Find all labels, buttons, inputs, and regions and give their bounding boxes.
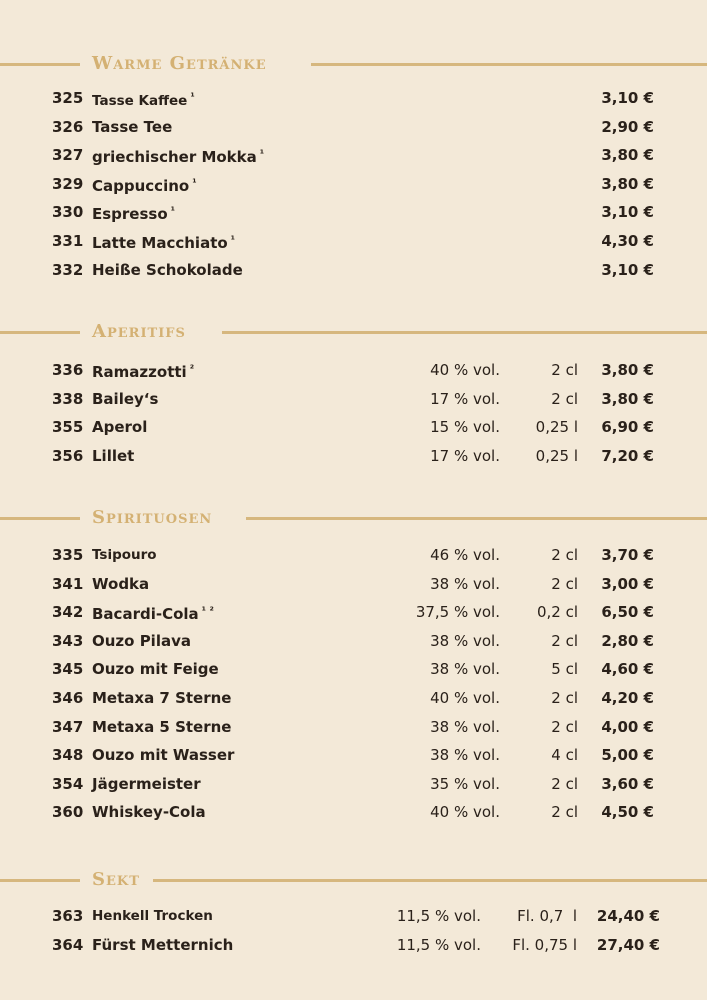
item-quantity: 2 cl [551,774,578,793]
item-name-text: Jägermeister [92,774,201,793]
item-name-text: Bailey‘s [92,389,159,408]
item-price: 2,80 € [601,631,654,650]
item-list [0,356,707,470]
menu-item [0,141,707,170]
item-name-text: Ramazzotti [92,363,187,381]
footnote-marker: ¹ ² [201,606,214,618]
item-quantity: 5 cl [551,660,578,679]
item-name [92,902,213,930]
item-price: 3,10 € [601,260,654,279]
item-alcohol: 35 % vol. [430,774,500,793]
item-price: 3,80 € [601,361,654,379]
menu-item [0,713,707,742]
item-quantity: Fl. 0,75 l [512,935,577,954]
item-list [0,902,707,959]
item-price: 3,60 € [601,774,654,793]
item-price: 3,80 € [601,146,654,165]
item-alcohol: 40 % vol. [430,688,500,707]
item-quantity: 0,25 l [535,418,578,437]
item-name-text: Heiße Schokolade [92,260,243,279]
item-number: 347 [52,717,84,736]
menu-item [0,598,707,627]
item-name-text: griechischer Mokka [92,148,257,167]
item-number: 354 [52,774,84,793]
divider-line [311,63,707,66]
menu-item [0,256,707,285]
item-quantity: Fl. 0,7 l [517,907,577,925]
section-title: Spirituosen [92,507,213,528]
divider-line [0,63,80,66]
item-price: 3,10 € [601,203,654,222]
item-alcohol: 17 % vol. [430,446,500,465]
item-number: 364 [52,935,84,954]
item-name-text: Henkell Trocken [92,908,213,924]
item-number: 338 [52,389,84,408]
item-alcohol: 11,5 % vol. [396,907,481,925]
item-name [92,684,231,712]
item-quantity: 0,2 cl [536,603,578,622]
item-price: 27,40 € [596,935,660,954]
item-name [92,655,219,683]
menu-item [0,385,707,414]
section-title: Warme Getränke [92,53,267,74]
item-name-text: Ouzo mit Wasser [92,746,235,765]
item-number: 331 [52,231,84,250]
menu-item [0,655,707,684]
menu-item [0,170,707,199]
item-quantity: 2 cl [551,631,578,650]
item-list [0,84,707,284]
item-alcohol: 38 % vol. [430,660,500,679]
item-alcohol: 37,5 % vol. [415,603,500,622]
item-quantity: 4 cl [551,746,578,765]
item-number: 363 [52,907,84,925]
item-name-text: Espresso [92,205,168,224]
item-name-text: Bacardi-Cola [92,605,199,624]
item-list [0,541,707,827]
item-quantity: 2 cl [551,803,578,822]
item-number: 326 [52,117,84,136]
item-alcohol: 38 % vol. [430,746,500,765]
item-price: 3,80 € [601,389,654,408]
footnote-marker: ¹ [230,234,236,246]
menu-item [0,413,707,442]
item-name-text: Metaxa 7 Sterne [92,688,232,707]
item-price: 3,70 € [601,546,654,564]
item-quantity: 2 cl [551,688,578,707]
item-price: 2,90 € [601,117,654,136]
item-name-text: Ouzo Pilava [92,631,191,650]
item-number: 342 [52,603,84,622]
item-name [92,413,147,441]
section-aperitifs [0,321,707,465]
menu-item [0,902,707,931]
item-name [92,931,233,959]
section-header [0,322,707,342]
item-name [92,541,157,569]
item-alcohol: 11,5 % vol. [396,935,481,954]
menu-item [0,442,707,471]
item-name [92,627,191,655]
item-name-text: Tasse Kaffee [92,93,188,109]
item-price: 24,40 € [596,907,660,925]
item-name [92,770,201,798]
item-quantity: 2 cl [551,361,578,379]
item-number: 329 [52,174,84,193]
divider-line [0,517,80,520]
item-name [92,570,149,598]
item-number: 332 [52,260,84,279]
item-price: 6,50 € [601,603,654,622]
item-name [92,256,243,284]
item-alcohol: 38 % vol. [430,717,500,736]
item-price: 6,90 € [601,418,654,437]
item-quantity: 2 cl [551,717,578,736]
item-alcohol: 38 % vol. [430,574,500,593]
divider-line [222,331,707,334]
item-name [92,713,231,741]
item-number: 327 [52,146,84,165]
item-number: 343 [52,631,84,650]
item-price: 4,20 € [601,688,654,707]
item-name [92,170,197,200]
menu-item [0,227,707,256]
section-title: Aperitifs [92,321,186,342]
item-alcohol: 15 % vol. [430,418,500,437]
item-number: 345 [52,660,84,679]
item-name [92,598,214,628]
item-quantity: 2 cl [551,389,578,408]
item-name-text: Lillet [92,446,135,465]
item-quantity: 2 cl [551,546,578,564]
section-spirituosen [0,507,707,822]
item-number: 355 [52,418,84,437]
footnote-marker: ¹ [190,92,195,103]
section-header [0,508,707,528]
item-price: 4,60 € [601,660,654,679]
item-name [92,84,195,115]
menu-item [0,931,707,960]
menu-item [0,627,707,656]
item-number: 330 [52,203,84,222]
divider-line [246,517,707,520]
item-price: 4,30 € [601,231,654,250]
item-quantity: 2 cl [551,574,578,593]
item-quantity: 0,25 l [535,446,578,465]
menu-item [0,798,707,827]
item-name-text: Aperol [92,418,148,437]
item-alcohol: 46 % vol. [430,546,500,564]
item-alcohol: 40 % vol. [430,361,500,379]
item-alcohol: 17 % vol. [430,389,500,408]
item-name [92,141,264,171]
item-name [92,741,234,769]
item-price: 5,00 € [601,746,654,765]
item-price: 3,80 € [601,174,654,193]
item-number: 325 [52,89,84,107]
item-name-text: Wodka [92,574,150,593]
menu-item [0,113,707,142]
divider-line [0,879,80,882]
item-name-text: Cappuccino [92,176,190,195]
menu-item [0,541,707,570]
item-price: 3,00 € [601,574,654,593]
section-warme-getraenke [0,53,707,279]
divider-line [153,879,707,882]
divider-line [0,331,80,334]
item-alcohol: 40 % vol. [430,803,500,822]
item-name-text: Tsipouro [92,547,157,563]
item-name [92,113,172,141]
item-name [92,798,206,826]
item-price: 3,10 € [601,89,654,107]
item-name [92,385,158,413]
item-name-text: Metaxa 5 Sterne [92,717,232,736]
menu-item [0,570,707,599]
footnote-marker: ¹ [170,206,176,218]
footnote-marker: ¹ [192,177,197,189]
item-price: 4,00 € [601,717,654,736]
item-name-text: Ouzo mit Feige [92,660,219,679]
footnote-marker: ² [189,364,195,375]
item-number: 346 [52,688,84,707]
item-name-text: Latte Macchiato [92,233,228,252]
section-title: Sekt [92,869,140,890]
item-number: 336 [52,361,84,379]
section-sekt [0,869,707,954]
menu-item [0,684,707,713]
item-number: 360 [52,803,84,822]
item-name-text: Whiskey-Cola [92,803,206,822]
item-number: 335 [52,546,84,564]
item-alcohol: 38 % vol. [430,631,500,650]
item-price: 7,20 € [601,446,654,465]
item-number: 341 [52,574,84,593]
menu-item [0,198,707,227]
footnote-marker: ¹ [259,149,265,161]
menu-item [0,84,707,113]
item-price: 4,50 € [601,803,654,822]
menu-item [0,741,707,770]
section-header [0,870,707,890]
item-name [92,356,194,386]
item-number: 356 [52,446,84,465]
section-header [0,54,707,74]
item-name [92,227,235,257]
item-name-text: Fürst Metternich [92,935,234,954]
item-number: 348 [52,746,84,765]
item-name [92,198,175,228]
item-name-text: Tasse Tee [92,117,173,136]
item-name [92,442,134,470]
menu-item [0,356,707,385]
menu-item [0,770,707,799]
